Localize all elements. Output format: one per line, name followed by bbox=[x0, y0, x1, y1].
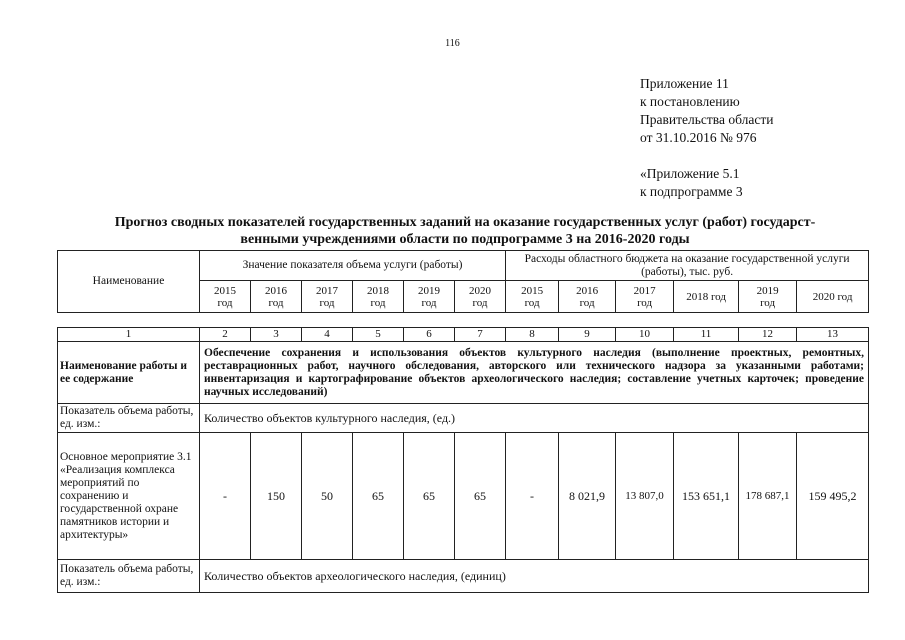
appendix-line: Приложение 11 bbox=[640, 76, 729, 91]
year-header: 2018 год bbox=[674, 281, 739, 313]
column-number: 12 bbox=[739, 328, 797, 342]
measure-value: 8 021,9 bbox=[559, 433, 616, 560]
column-number: 13 bbox=[797, 328, 869, 342]
column-number: 4 bbox=[302, 328, 353, 342]
page-number: 116 bbox=[445, 38, 460, 49]
year-header: 2019 год bbox=[404, 281, 455, 313]
column-number: 10 bbox=[616, 328, 674, 342]
year-header: 2020 год bbox=[797, 281, 869, 313]
year-header: 2017 год bbox=[302, 281, 353, 313]
indicator-row bbox=[58, 560, 869, 593]
title-line: венными учреждениями области по подпрограмме 3 на 2016-2020 годы bbox=[240, 232, 690, 247]
year-header: 2016 год bbox=[559, 281, 616, 313]
column-number: 6 bbox=[404, 328, 455, 342]
work-label: Наименование работы и ее содержание bbox=[58, 342, 200, 404]
column-number-row bbox=[58, 328, 869, 342]
measure-value: - bbox=[506, 433, 559, 560]
indicator-label: Показатель объема работы, ед. изм.: bbox=[58, 404, 200, 433]
work-row bbox=[58, 342, 869, 404]
measure-value: 65 bbox=[353, 433, 404, 560]
measure-value: 150 bbox=[251, 433, 302, 560]
column-number: 3 bbox=[251, 328, 302, 342]
year-header: 2016 год bbox=[251, 281, 302, 313]
title-line: Прогноз сводных показателей государственных заданий на оказание государственных услуг (работ) государст- bbox=[114, 215, 816, 230]
group-header-expenses: Расходы областного бюджета на оказание государственной услуги (работы), тыс. руб. bbox=[506, 251, 869, 281]
column-number: 1 bbox=[58, 328, 200, 342]
appendix-line: Правительства области bbox=[640, 112, 774, 127]
measure-label: Основное мероприятие 3.1 «Реализация комплекса мероприятий по сохранению и государственной охране памятников истории и архитектуры» bbox=[58, 433, 200, 560]
measure-value: 50 bbox=[302, 433, 353, 560]
appendix-line: к постановлению bbox=[640, 94, 740, 109]
appendix-reference bbox=[640, 75, 773, 201]
appendix-line: «Приложение 5.1 bbox=[640, 166, 740, 181]
document-title bbox=[60, 214, 870, 248]
measure-value: - bbox=[200, 433, 251, 560]
work-description: Обеспечение сохранения и использования объектов культурного наследия (выполнение проектных, ремонтных, реставрационных работ, научного обследования, авторского или технического надзора за указанными работами; инвентаризация и картографирование объектов археологического наследия; составление учетных карточек; проведение научных исследований) bbox=[200, 342, 869, 404]
measure-value: 159 495,2 bbox=[797, 433, 869, 560]
group-header-volume: Значение показателя объема услуги (работы) bbox=[200, 251, 506, 281]
year-header: 2019 год bbox=[739, 281, 797, 313]
column-number: 9 bbox=[559, 328, 616, 342]
year-header: 2015 год bbox=[200, 281, 251, 313]
indicator-value: Количество объектов археологического наследия, (единиц) bbox=[200, 560, 869, 593]
indicator-row bbox=[58, 404, 869, 433]
column-number: 11 bbox=[674, 328, 739, 342]
year-header: 2018 год bbox=[353, 281, 404, 313]
header-table bbox=[57, 250, 869, 313]
column-number: 2 bbox=[200, 328, 251, 342]
measure-value: 65 bbox=[404, 433, 455, 560]
measure-value: 178 687,1 bbox=[739, 433, 797, 560]
data-table bbox=[57, 327, 869, 593]
column-number: 8 bbox=[506, 328, 559, 342]
measure-value: 153 651,1 bbox=[674, 433, 739, 560]
appendix-line: от 31.10.2016 № 976 bbox=[640, 130, 757, 145]
year-header: 2017 год bbox=[616, 281, 674, 313]
appendix-line: к подпрограмме 3 bbox=[640, 184, 743, 199]
indicator-value: Количество объектов культурного наследия, (ед.) bbox=[200, 404, 869, 433]
measure-value: 65 bbox=[455, 433, 506, 560]
measure-row bbox=[58, 433, 869, 560]
column-number: 7 bbox=[455, 328, 506, 342]
measure-value: 13 807,0 bbox=[616, 433, 674, 560]
name-column-header: Наименование bbox=[58, 251, 200, 313]
year-header: 2015 год bbox=[506, 281, 559, 313]
indicator-label: Показатель объема работы, ед. изм.: bbox=[58, 560, 200, 593]
year-header: 2020 год bbox=[455, 281, 506, 313]
column-number: 5 bbox=[353, 328, 404, 342]
